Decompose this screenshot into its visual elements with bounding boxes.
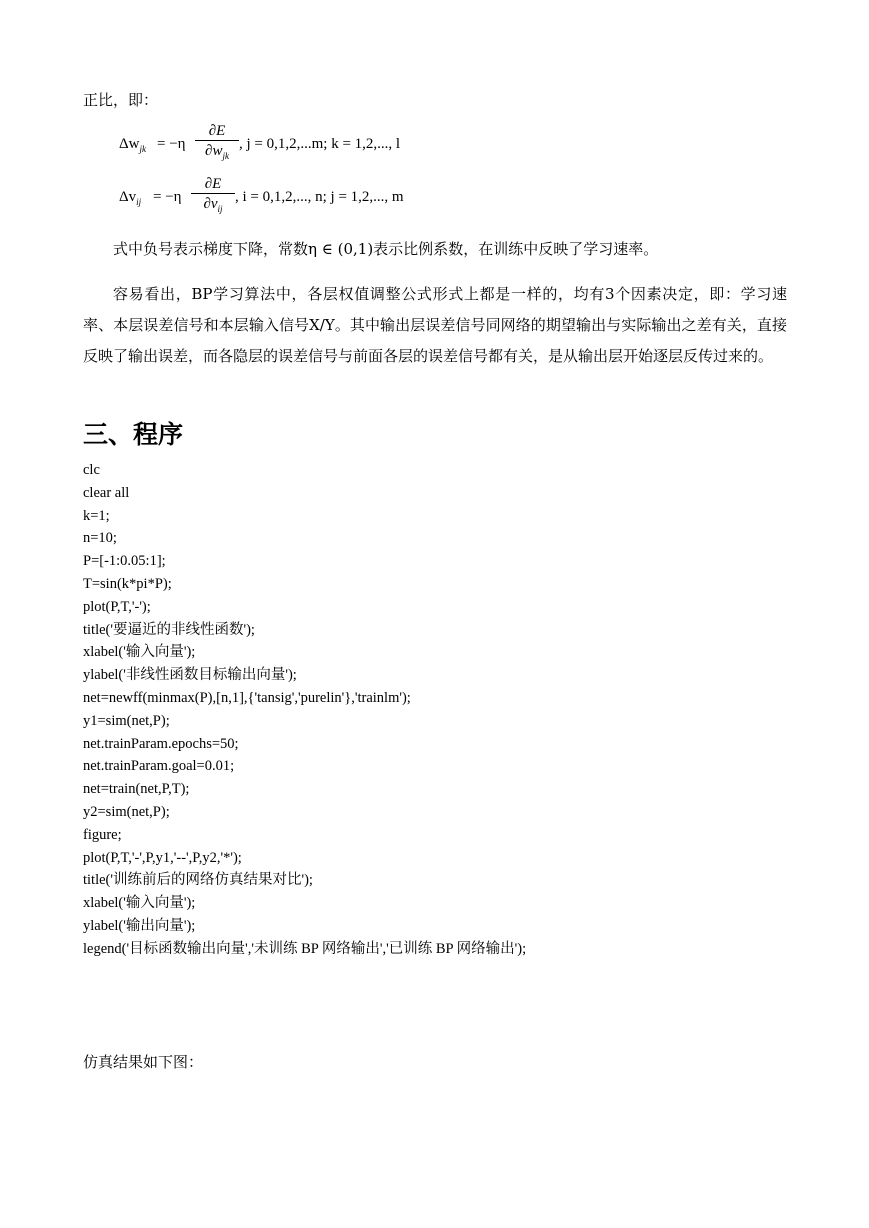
code-line: P=[-1:0.05:1];: [83, 553, 166, 570]
formula-delta-w: [119, 122, 479, 172]
formula-eq: = −η: [157, 136, 186, 152]
fraction-denominator-subscript: jk: [222, 151, 229, 161]
fraction-denominator: ∂v: [203, 196, 218, 212]
fraction-denominator: ∂w: [205, 143, 223, 159]
code-line: y1=sim(net,P);: [83, 712, 170, 729]
paragraph-bp-algorithm: 容易看出，BP学习算法中，各层权值调整公式形式上都是一样的，均有3个因素决定，即：学习速率、本层误差信号和本层输入信号X/Y。其中输出层误差信号同网络的期望输出与实际输出之差有关，直接反映了输出误差，而各隐层的误差信号与前面各层的误差信号都有关，是从输出层开始逐层反传过来的。: [83, 285, 787, 365]
code-line: net.trainParam.epochs=50;: [83, 735, 239, 752]
intro-text: 正比，即：: [83, 91, 159, 109]
fraction-denominator-subscript: ij: [217, 204, 223, 214]
code-line: k=1;: [83, 507, 110, 524]
formula-fraction: [195, 122, 239, 166]
formula-range: , j = 0,1,2,...m; k = 1,2,..., l: [239, 136, 401, 152]
code-line: ylabel('输出向量');: [83, 917, 196, 934]
formula-fraction: [191, 175, 235, 219]
formula-lhs-subscript: ij: [136, 197, 142, 207]
code-line: net.trainParam.goal=0.01;: [83, 758, 235, 775]
fraction-numerator: ∂E: [191, 175, 235, 194]
code-line: title('要逼近的非线性函数');: [83, 621, 255, 638]
code-line: figure;: [83, 826, 122, 843]
formula-range: , i = 0,1,2,..., n; j = 1,2,..., m: [235, 189, 404, 205]
code-line: net=train(net,P,T);: [83, 781, 190, 798]
code-line: ylabel('非线性函数目标输出向量');: [83, 667, 297, 684]
code-line: plot(P,T,'-');: [83, 598, 151, 615]
code-line: y2=sim(net,P);: [83, 803, 170, 820]
code-line: xlabel('输入向量');: [83, 644, 196, 661]
code-line: xlabel('输入向量');: [83, 895, 196, 912]
code-line: legend('目标函数输出向量','未训练 BP 网络输出','已训练 BP 网络输出');: [83, 940, 527, 957]
code-line: net=newff(minmax(P),[n,1],{'tansig','purelin'},'trainlm');: [83, 689, 411, 706]
code-line: plot(P,T,'-',P,y1,'--',P,y2,'*');: [83, 849, 242, 866]
formula-delta-v: [119, 175, 479, 225]
formula-eq: = −η: [153, 189, 182, 205]
paragraph-gradient: 式中负号表示梯度下降，常数η ∈ (0,1)表示比例系数，在训练中反映了学习速率。: [113, 240, 659, 258]
code-line: clc: [83, 462, 100, 478]
formula-lhs: Δw: [119, 136, 140, 152]
formula-lhs: Δv: [119, 189, 137, 205]
section-heading: 三、程序: [83, 420, 184, 449]
code-line: n=10;: [83, 530, 117, 547]
result-caption: 仿真结果如下图：: [83, 1053, 204, 1071]
code-block: [83, 459, 526, 961]
code-line: clear all: [83, 484, 130, 501]
code-line: T=sin(k*pi*P);: [83, 575, 172, 592]
code-line: title('训练前后的网络仿真结果对比');: [83, 872, 313, 889]
formula-lhs-subscript: jk: [139, 144, 146, 154]
fraction-numerator: ∂E: [195, 122, 239, 141]
